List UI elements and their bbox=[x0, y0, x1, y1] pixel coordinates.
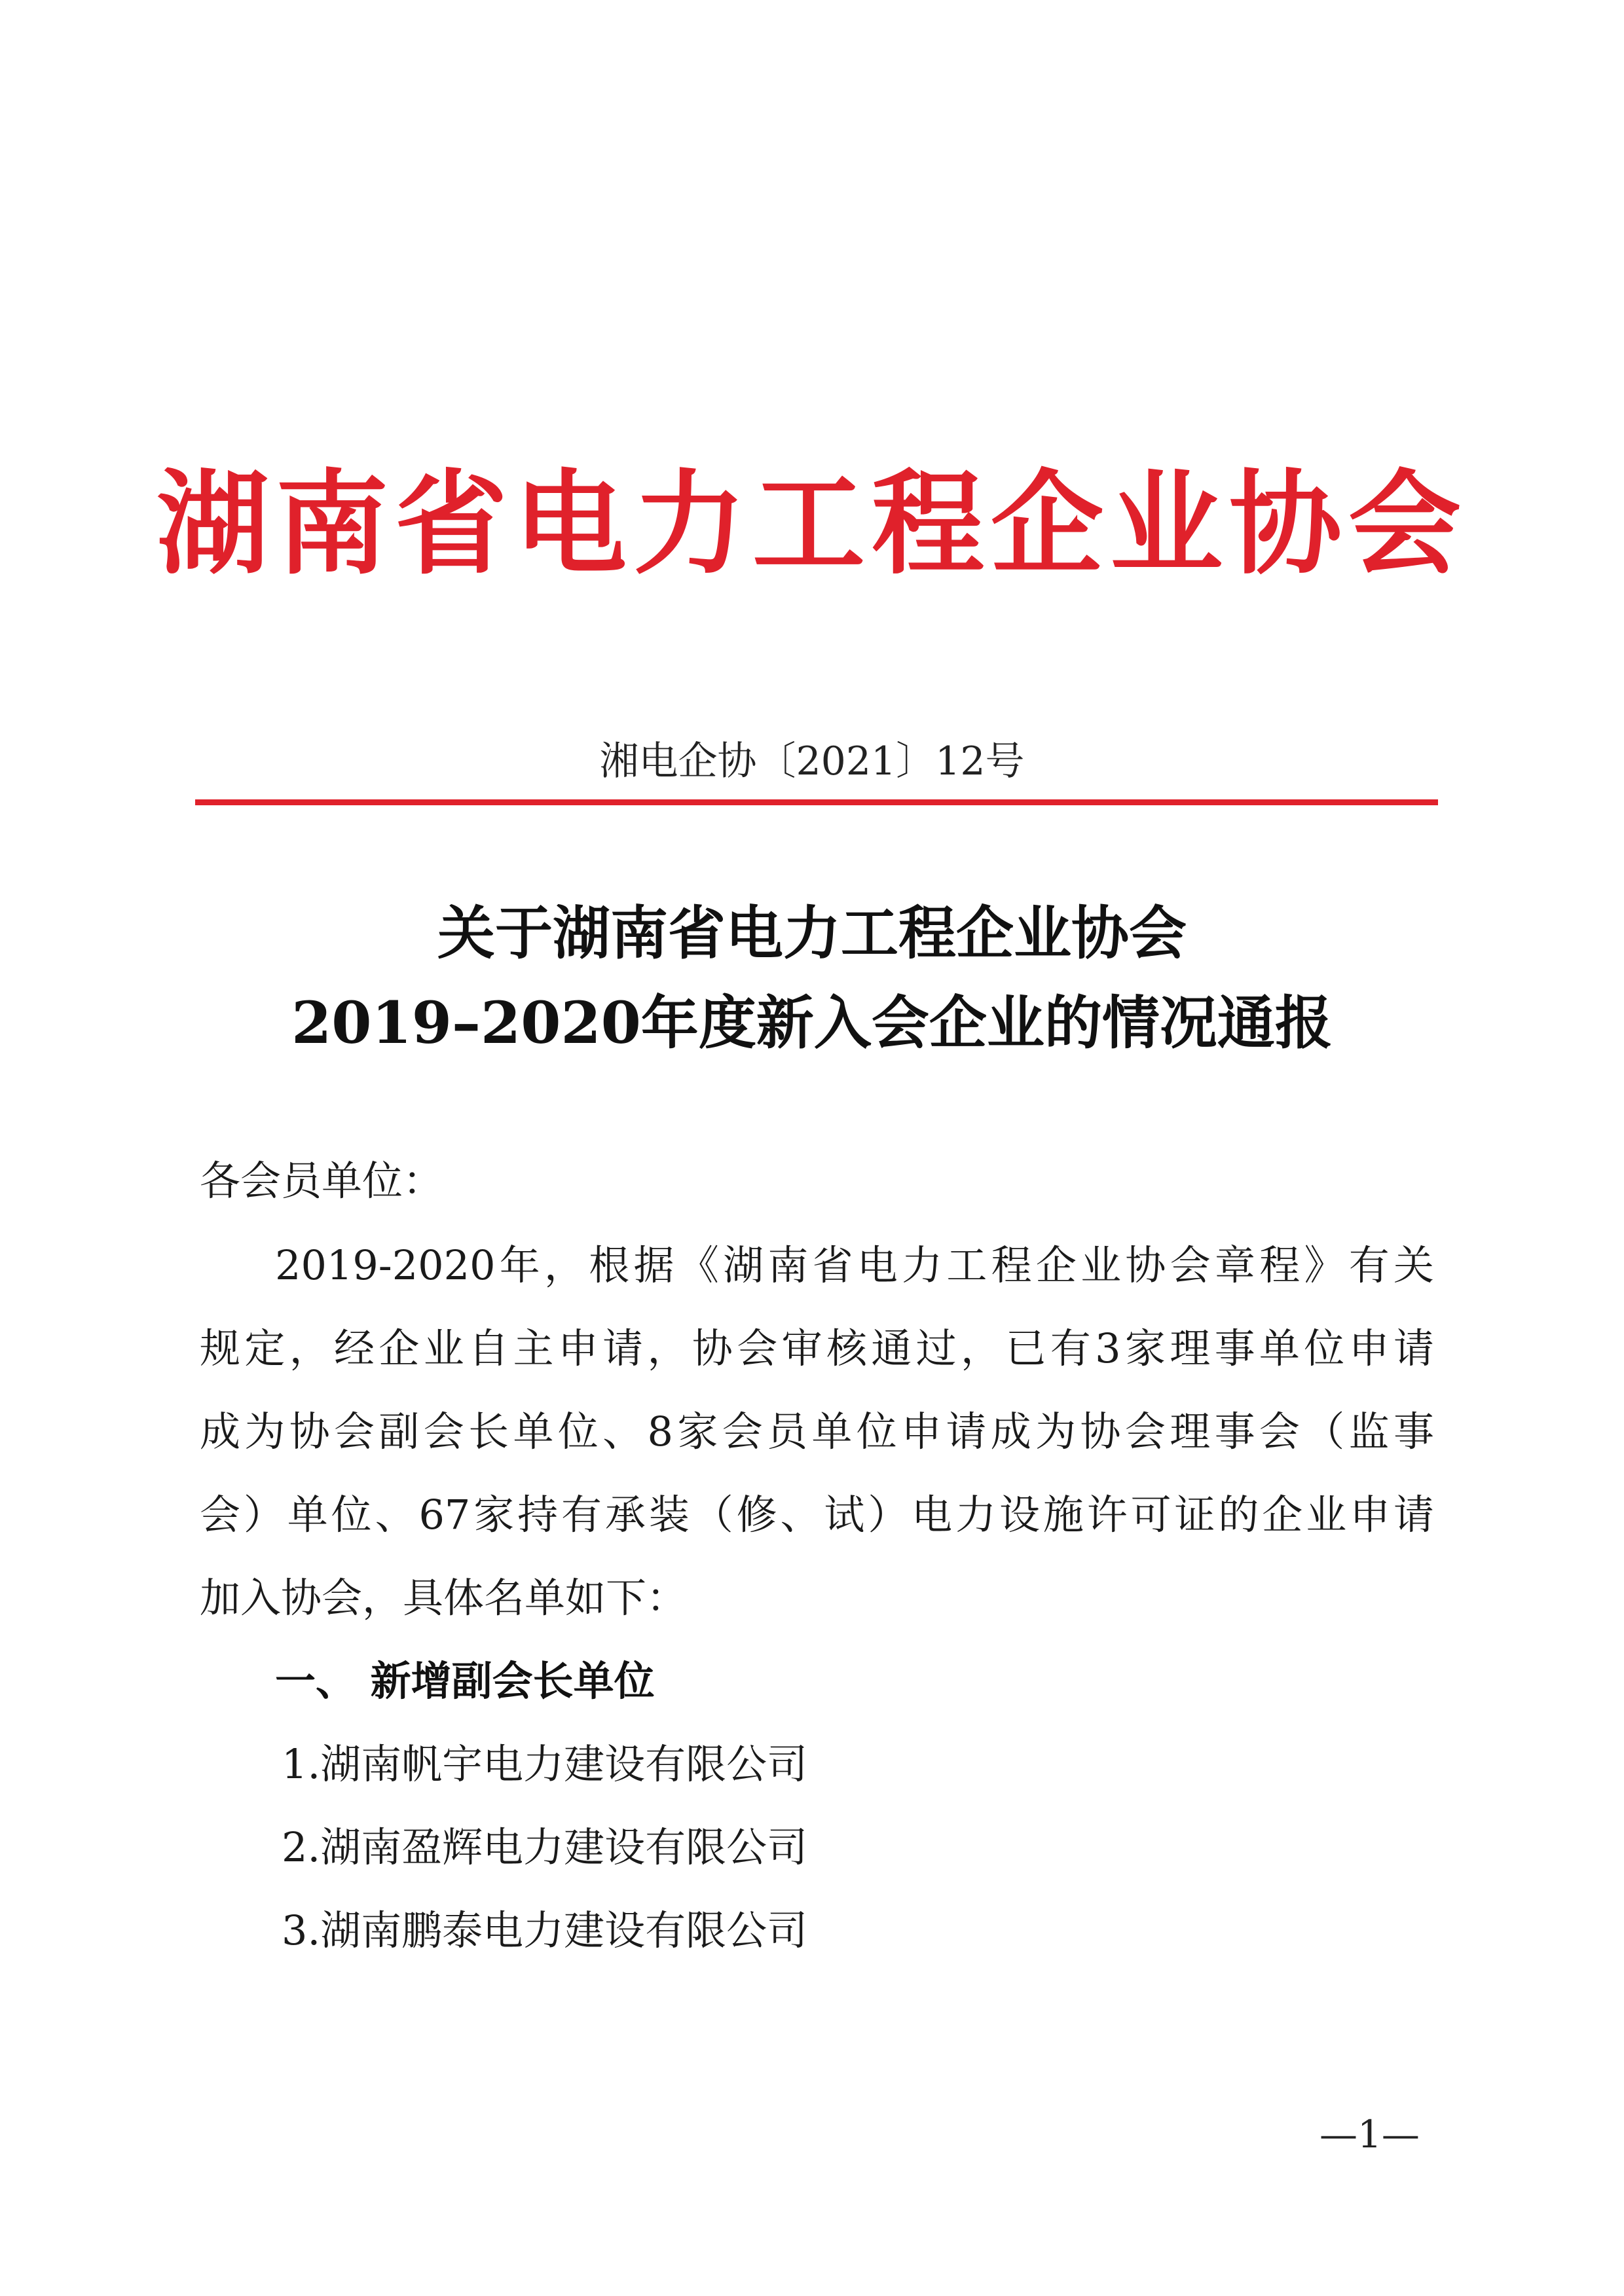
list-item: 1.湖南帆宇电力建设有限公司 bbox=[282, 1740, 808, 1788]
paragraph-line: 规定，经企业自主申请，协会审核通过，已有3家理事单位申请 bbox=[200, 1324, 1434, 1372]
red-divider-line bbox=[195, 799, 1438, 805]
salutation: 各会员单位： bbox=[200, 1157, 444, 1205]
document-number: 湘电企协〔2021〕12号 bbox=[599, 738, 1025, 784]
organization-header: 湖南省电力工程企业协会 bbox=[157, 457, 1467, 590]
paragraph-line: 会）单位、67家持有承装（修、试）电力设施许可证的企业申请 bbox=[200, 1491, 1434, 1539]
page-number: —1— bbox=[1320, 2112, 1420, 2157]
document-title-line-1: 关于湖南省电力工程企业协会 bbox=[437, 899, 1187, 967]
paragraph-line: 成为协会副会长单位、8家会员单位申请成为协会理事会（监事 bbox=[200, 1408, 1434, 1455]
document-title-line-2: 2019–2020年度新入会企业的情况通报 bbox=[291, 989, 1333, 1057]
paragraph-line: 加入协会，具体名单如下： bbox=[200, 1574, 688, 1622]
paragraph-line: 2019-2020年，根据《湖南省电力工程企业协会章程》有关 bbox=[275, 1241, 1434, 1289]
list-item: 2.湖南盈辉电力建设有限公司 bbox=[282, 1823, 808, 1871]
list-item: 3.湖南鹏泰电力建设有限公司 bbox=[282, 1906, 808, 1954]
section-heading: 一、 新增副会长单位 bbox=[275, 1657, 655, 1705]
